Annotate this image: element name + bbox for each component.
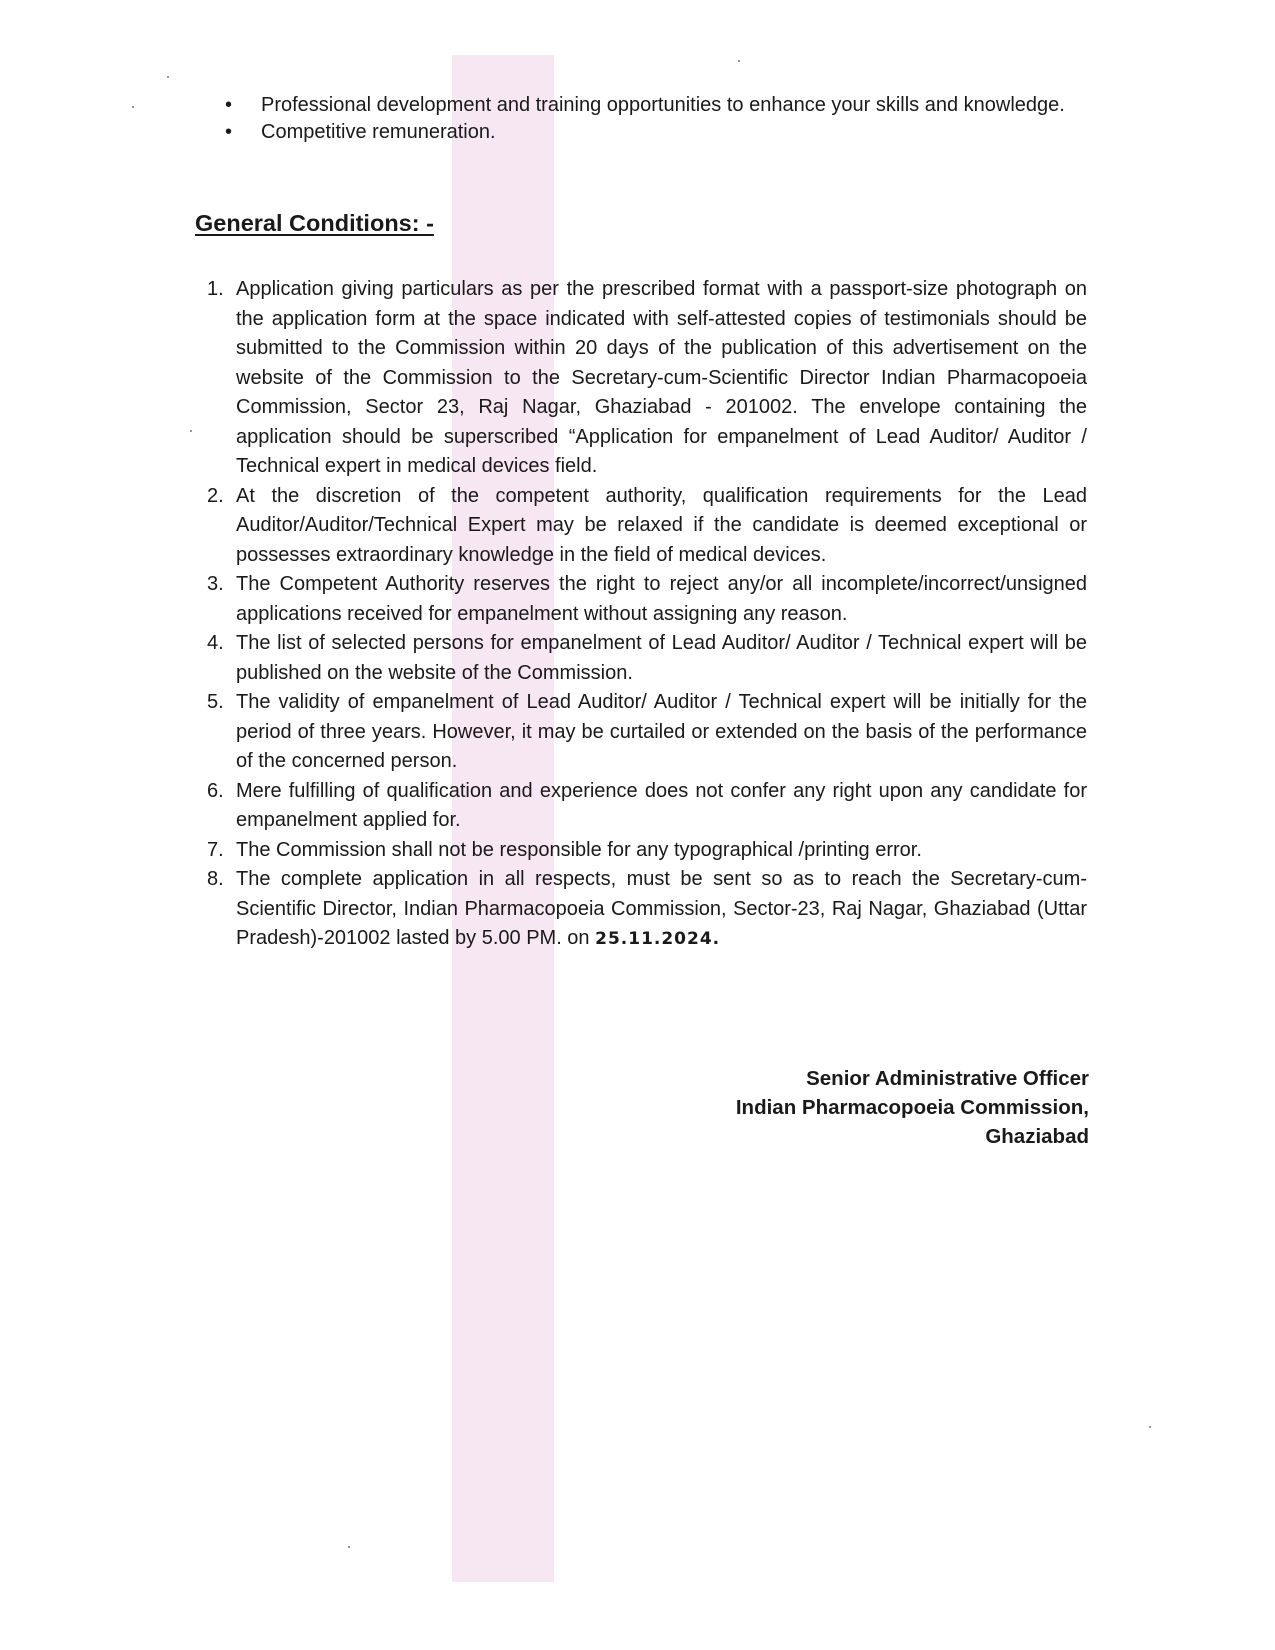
bullet-icon: • bbox=[225, 121, 233, 143]
scan-speck bbox=[167, 76, 169, 78]
condition-item: 3. The Competent Authority reserves the right to reject any/or all incomplete/incorrect/unsigned applications received for empanelment without assigning any reason. bbox=[207, 573, 1087, 625]
conditions-list bbox=[207, 275, 1087, 955]
scan-speck bbox=[132, 106, 134, 108]
condition-item: 2. At the discretion of the competent authority, qualification requirements for the Lead Auditor/Auditor/Technical Expert may be relaxed if the candidate is deemed exceptional or possesses extraordinary knowledge in the field of medical devices. bbox=[207, 484, 1087, 566]
bullet-icon: • bbox=[225, 94, 233, 116]
condition-item: 7. The Commission shall not be responsible for any typographical /printing error. bbox=[207, 838, 922, 861]
scan-speck bbox=[190, 430, 192, 432]
section-heading: General Conditions: - bbox=[195, 210, 434, 236]
signatory-organization: Indian Pharmacopoeia Commission, bbox=[735, 1096, 1089, 1119]
condition-item: 1. Application giving particulars as per the prescribed format with a passport-size photograph on the application form at the space indicated with self-attested copies of testimonials should be submitted to the Commission within 20 days of the publication of this advertisement on the website of the Commission to the Secretary-cum-Scientific Director Indian Pharmacopoeia Commission, Sector 23, Raj Nagar, Ghaziabad - 201002. The envelope containing the application should be superscribed “Application for empanelment of Lead Auditor/ Auditor / Technical expert in medical devices field. bbox=[207, 278, 1087, 477]
list-item: • Competitive remuneration. bbox=[225, 119, 1085, 146]
list-item: • Professional development and training opportunities to enhance your skills and knowledge. bbox=[225, 92, 1085, 119]
scan-speck bbox=[738, 60, 740, 62]
benefits-list bbox=[225, 92, 1085, 146]
condition-item: 4. The list of selected persons for empanelment of Lead Auditor/ Auditor / Technical expert will be published on the website of the Commission. bbox=[207, 632, 1087, 684]
condition-item: 8. The complete application in all respects, must be sent so as to reach the Secretary-cum-Scientific Director, Indian Pharmacopoeia Commission, Sector-23, Raj Nagar, Ghaziabad (Uttar Pradesh)-201002 lasted by 5.00 PM. on 25.11.2024. bbox=[207, 868, 1087, 949]
signature-block bbox=[736, 1064, 1089, 1151]
deadline-date-stamp: 25.11.2024. bbox=[595, 929, 721, 949]
scan-speck bbox=[348, 1546, 350, 1548]
signatory-title: Senior Administrative Officer bbox=[806, 1067, 1089, 1090]
condition-item: 5. The validity of empanelment of Lead Auditor/ Auditor / Technical expert will be initially for the period of three years. However, it may be curtailed or extended on the basis of the performance of the concerned person. bbox=[207, 691, 1087, 772]
scan-speck bbox=[1149, 1426, 1151, 1428]
condition-item: 6. Mere fulfilling of qualification and experience does not confer any right upon any candidate for empanelment applied for. bbox=[207, 779, 1087, 831]
signatory-location: Ghaziabad bbox=[985, 1125, 1089, 1148]
